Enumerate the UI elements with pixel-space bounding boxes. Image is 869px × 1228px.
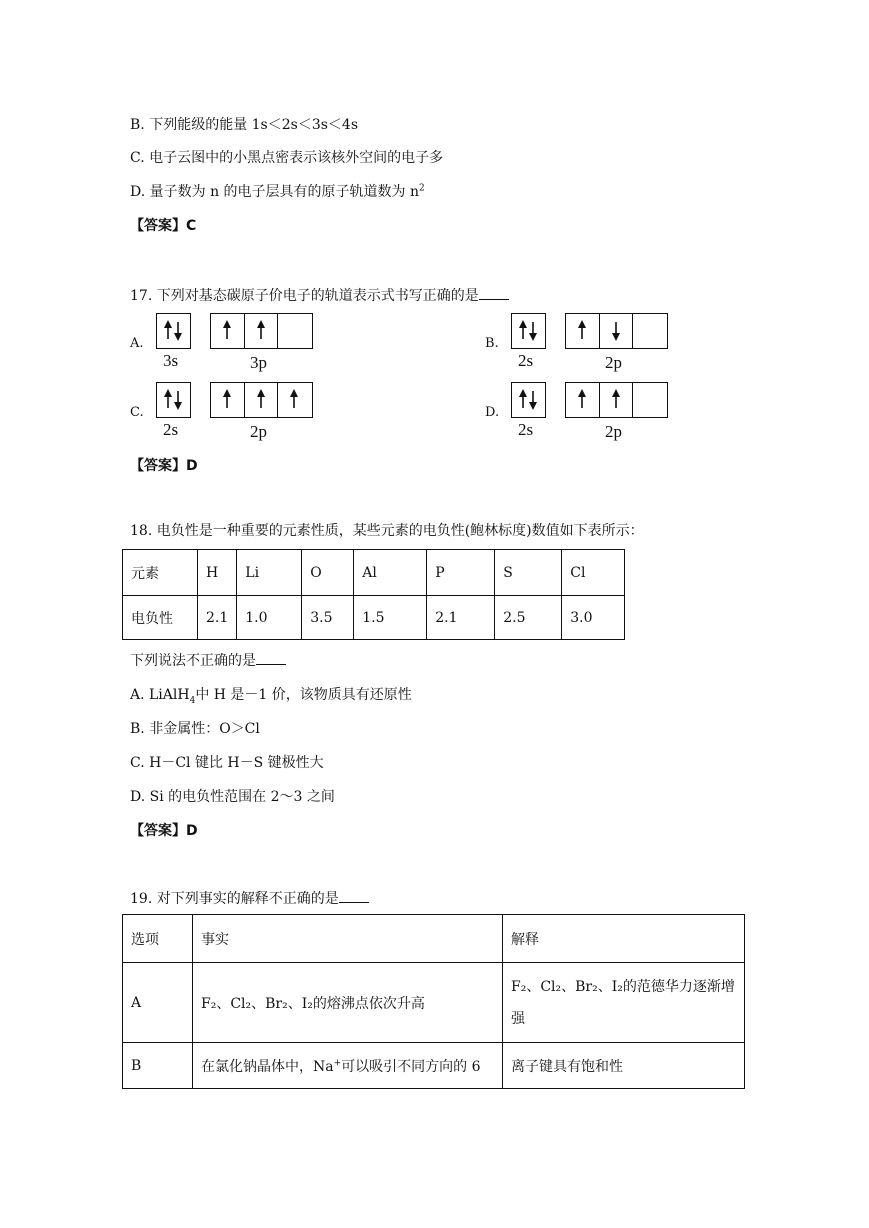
orbital-cell: [600, 314, 634, 348]
q19-stem: [130, 888, 369, 908]
explain-line: 强: [511, 1010, 525, 1027]
q16-option-b: B. 下列能级的能量 1s＜2s＜3s＜4s: [130, 117, 359, 133]
s-orbital-box: [511, 313, 546, 349]
p-orbital-box: [565, 313, 668, 349]
spin-up-arrow: [164, 389, 172, 408]
spin-down-arrow: [174, 391, 182, 410]
explain-line: F₂、Cl₂、Br₂、I₂的范德华力逐渐增: [511, 978, 735, 995]
table-cell: 2.1: [427, 596, 495, 640]
table-cell: 2.5: [495, 596, 562, 640]
q19-blank: [339, 890, 369, 903]
q16-option-c: C. 电子云图中的小黑点密表示该核外空间的电子多: [130, 150, 444, 166]
q18-option-a-pre: A. LiAlH: [130, 687, 190, 703]
q18-option-a-sub: 4: [189, 695, 196, 706]
table-header-row: [123, 915, 745, 963]
table-cell: 3.0: [562, 596, 625, 640]
s-orbital-label: 2s: [518, 351, 534, 370]
table-row: [123, 963, 745, 1043]
fact-sup: +: [333, 1057, 342, 1068]
table-cell: 选项: [123, 915, 193, 963]
orbital-cell: [633, 314, 667, 348]
orbital-cell: [278, 383, 312, 417]
q17-answer-label: 【答案】: [130, 458, 186, 474]
table-cell: 元素: [123, 550, 198, 596]
table-cell: 3.5: [302, 596, 354, 640]
q16-option-d-text: D. 量子数为 n 的电子层具有的原子轨道数为 n: [130, 184, 420, 200]
q16-option-d-sup: 2: [419, 183, 425, 194]
p-orbital-box: [210, 313, 313, 349]
q18-question-text: 下列说法不正确的是: [130, 653, 256, 669]
table-cell: 1.0: [237, 596, 302, 640]
q18-answer-value: D: [186, 823, 198, 839]
table-cell: 2.1: [198, 596, 237, 640]
option-letter: D.: [485, 405, 500, 420]
spin-down-arrow: [529, 391, 537, 410]
spin-up-arrow: [257, 320, 265, 339]
p-orbital-label: 2p: [605, 353, 622, 372]
orbital-cell: [245, 314, 279, 348]
p-orbital-label: 2p: [605, 422, 622, 441]
spin-down-arrow: [612, 322, 620, 341]
table-cell: P: [427, 550, 495, 596]
spin-down-arrow: [174, 322, 182, 341]
p-orbital-label: 2p: [250, 422, 267, 441]
s-orbital-label: 2s: [163, 420, 179, 439]
p-orbital-box: [565, 382, 668, 418]
fact-pre: 在氯化钠晶体中，Na: [201, 1058, 334, 1075]
table-cell: [193, 1043, 503, 1089]
orbital-cell: [157, 383, 189, 417]
orbital-cell: [211, 383, 245, 417]
orbital-cell: [245, 383, 279, 417]
orbital-cell: [633, 383, 667, 417]
orbital-cell: [566, 314, 600, 348]
spin-up-arrow: [223, 389, 231, 408]
q18-question: [130, 650, 286, 670]
electronegativity-table: [122, 549, 625, 640]
q18-option-d: D. Si 的电负性范围在 2～3 之间: [130, 789, 335, 805]
q19-stem-text: 19. 对下列事实的解释不正确的是: [130, 891, 339, 907]
q18-answer-label: 【答案】: [130, 823, 186, 839]
q18-option-a-post: 中 H 是－1 价，该物质具有还原性: [195, 687, 412, 703]
spin-up-arrow: [578, 320, 586, 339]
table-cell: Li: [237, 550, 302, 596]
orbital-cell: [566, 383, 600, 417]
q18-option-a: [130, 684, 412, 706]
table-cell: A: [123, 963, 193, 1043]
fact-post: 可以吸引不同方向的 6: [341, 1058, 481, 1075]
option-letter: C.: [130, 405, 144, 420]
q16-answer-label: 【答案】: [130, 218, 186, 234]
q17-answer: [130, 455, 198, 475]
spin-up-arrow: [164, 320, 172, 339]
spin-up-arrow: [578, 389, 586, 408]
s-orbital-box: [156, 313, 191, 349]
q18-blank: [256, 652, 286, 665]
s-orbital-box: [511, 382, 546, 418]
q17-answer-value: D: [186, 458, 198, 474]
q18-stem: 18. 电负性是一种重要的元素性质，某些元素的电负性(鲍林标度)数值如下表所示：: [130, 523, 644, 539]
q18-option-b: B. 非金属性：O＞Cl: [130, 721, 260, 737]
q16-answer-value: C: [186, 218, 197, 234]
facts-table: [122, 914, 745, 1089]
spin-up-arrow: [612, 389, 620, 408]
table-cell: Cl: [562, 550, 625, 596]
spin-up-arrow: [257, 389, 265, 408]
spin-up-arrow: [223, 320, 231, 339]
s-orbital-label: 2s: [518, 420, 534, 439]
orbital-cell: [278, 314, 312, 348]
table-cell: 解释: [503, 915, 745, 963]
q18-answer: [130, 820, 198, 840]
spin-down-arrow: [529, 322, 537, 341]
q17-stem-text: 17. 下列对基态碳原子价电子的轨道表示式书写正确的是: [130, 288, 479, 304]
p-orbital-label: 3p: [250, 353, 267, 372]
q17-stem: [130, 285, 509, 305]
q17-blank: [479, 287, 509, 300]
table-cell: 电负性: [123, 596, 198, 640]
q16-option-d: [130, 181, 425, 201]
table-cell: 1.5: [354, 596, 427, 640]
table-cell: 事实: [193, 915, 503, 963]
table-header-row: [123, 550, 625, 596]
p-orbital-box: [210, 382, 313, 418]
table-cell: H: [198, 550, 237, 596]
spin-up-arrow: [519, 320, 527, 339]
table-cell: S: [495, 550, 562, 596]
orbital-cell: [157, 314, 189, 348]
table-cell: Al: [354, 550, 427, 596]
spin-up-arrow: [519, 389, 527, 408]
orbital-cell: [512, 314, 544, 348]
table-cell: O: [302, 550, 354, 596]
orbital-cell: [512, 383, 544, 417]
option-letter: A.: [130, 336, 144, 351]
option-letter: B.: [485, 336, 499, 351]
orbital-cell: [211, 314, 245, 348]
table-row: [123, 1043, 745, 1089]
orbital-cell: [600, 383, 634, 417]
table-cell: 离子键具有饱和性: [503, 1043, 745, 1089]
spin-up-arrow: [290, 389, 298, 408]
q18-option-c: C. H－Cl 键比 H－S 键极性大: [130, 755, 324, 771]
s-orbital-box: [156, 382, 191, 418]
s-orbital-label: 3s: [163, 351, 179, 370]
q16-answer: [130, 215, 196, 235]
table-cell: F₂、Cl₂、Br₂、I₂的熔沸点依次升高: [193, 963, 503, 1043]
table-cell: B: [123, 1043, 193, 1089]
table-row: [123, 596, 625, 640]
table-cell: [503, 963, 745, 1043]
